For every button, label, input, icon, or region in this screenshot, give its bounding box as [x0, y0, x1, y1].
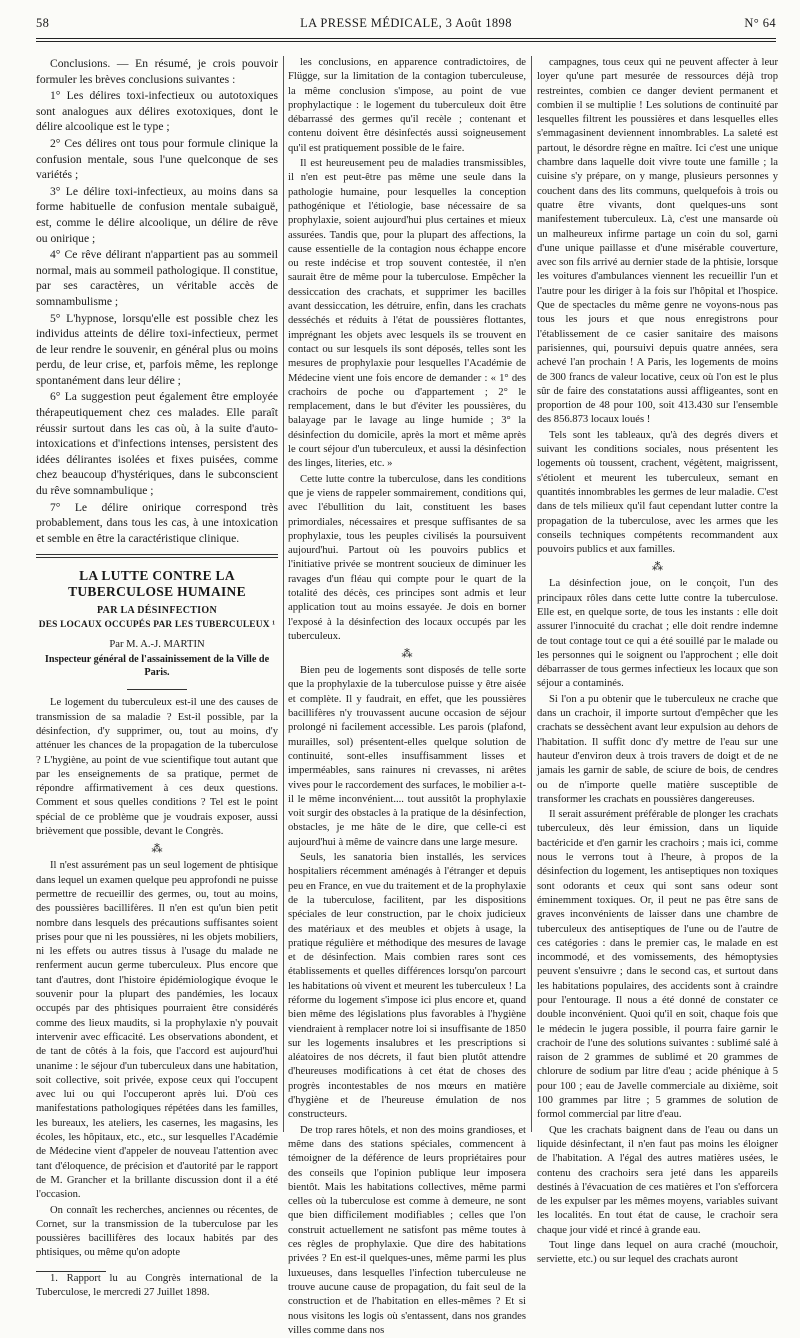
header-rule-top [36, 38, 776, 39]
article-affiliation: Inspecteur général de l'assainissement de la Ville de Paris. [44, 654, 270, 679]
conclusions-section [36, 56, 278, 546]
section-stars: ⁂ [151, 843, 163, 856]
paragraph: Il serait assurément préférable de plonger les crachats tuberculeux, dès leur émission, dans un liquide bactéricide et d'en garnir les crachoirs ; mais ici, comme nous le verrons tout à l'heure, à propos de la désinfection du logement, les antiseptiques non toxiques sont odorants et ceux qui sont sans odeur sont éminemment toxiques. Or, il peut ne pas être sans de graves inconvénients de laisser dans une chambre de tuberculeux des antiseptiques de l'une ou de l'autre de ces catégories : dans le premier cas, le malade en est incommodé, et des vomissements, des hémoptysies peuvent s'ensuivre ; dans le second cas, et surtout dans les habitations populaires, des accidents sont à craindre pour l'entourage. Il nous a été donné de constater ce double inconvénient. Quoi qu'il en soit, chaque fois que le médecin le jugera possible, il pourra faire garnir le crachoir de l'une des solutions suivantes : sublimé salé à raison de 2 grammes de sublimé et 20 grammes de chlorure de sodium par litre d'eau ; acide phénique à 5 pour 100 ; eau de Javelle commerciale au dixième, soit 100 grammes par litre ; 5 grammes de solution de formol commercial par litre d'eau. [537, 809, 778, 1121]
paragraph: Seuls, les sanatoria bien installés, les services hospitaliers récemment aménagés à l'étranger et depuis peu en France, en vue du traitement et de la prophylaxie de la tuberculose, facilitent, par les dispositions spéciales de leur construction, par le choix judicieux des matériaux et des meubles et objets à usage, la pratique régulière et méthodique des mesures de lavage et de désinfection. Mais combien rares sont ces établissements et quelles différences lorsqu'on parcourt les habitations où vivent et meurent les tuberculeux ! La réforme du logement s'impose ici plus encore et, quand bien même des législations plus favorables à l'hygiène viendraient à remplacer notre loi si insuffisante de 1850 sur les logements insalubres et les prescriptions si aléatoires de nos décrets, il faut bien plutôt attendre d'heureuses modifications à cet état de choses des progrès incontestables de nos mœurs en matière d'hygiène et de l'heureuse émulation de nos constructeurs. [288, 852, 526, 1121]
paragraph: 5° L'hypnose, lorsqu'elle est possible chez les individus atteints de délire toxi-infectieux, permet de leur rendre le souvenir, en général plus ou moins perdu, de leur crise, et, parfois même, les replonge spontanément dans leur délire ; [36, 311, 278, 387]
paragraph: Cette lutte contre la tuberculose, dans les conditions que je viens de rappeler sommairement, conditions qui, avec l'ébullition du lait, constituent les bases primordiales, nécessaires et presque suffisantes de sa prophylaxie, tous les peuples civilisés la poursuivent aujourd'hui. Partout où les pouvoirs publics et l'initiative privée se montrent soucieux de diminuer les ravages d'un fléau qui compte pour le quart de la totalité des décès, ces principes sont admis et leur application tout au moins essayée. Je dois en borner l'exposé à la désinfection des locaux occupés par les tuberculeux. [288, 473, 526, 642]
paragraph: 3° Le délire toxi-infectieux, au moins dans sa forme habituelle de confusion mentale subaiguë, est, comme le délire alcoolique, un délire de rêve ou onirique ; [36, 184, 278, 245]
paragraph: Il est heureusement peu de maladies transmissibles, il n'en est peut-être pas même une seule dans la pathologie humaine, pour lesquelles la conception pathogénique et l'étiologie, base nécessaire de sa prophylaxie, soient aujourd'hui plus certaines et mieux assurées. Tandis que, pour la plupart des affections, la cause essentielle de la contagion nous échappe encore ou reste indécise et trop souvent contestée, il n'en saurait être de même pour la tuberculose. Empêcher la dessiccation des crachats, et supprimer les bacilles avant dessiccation, les détruire, enfin, dans les crachats desséchés et réduits à l'état de poussières flottantes, imprégnant les objets avec lesquels ils se trouvent en contact ou sur lesquels ils sont déposés, telles sont les mesures de prophylaxie pour lesquelles l'Académie de Médecine vient une fois encore de demander : « 1° des crachoirs de poche ou d'appartement ; 2° le remplacement, dans le but d'éviter les poussières, du balayage par le lavage au linge humide ; 3° la désinfection du domicile, après la mort et même après le court séjour d'un tuberculeux, et aussi la désinfection des linges, literies, etc. » [288, 158, 526, 470]
section-stars: ⁂ [652, 561, 663, 574]
section-divider [36, 554, 278, 555]
article-title: LA LUTTE CONTRE LA TUBERCULOSE HUMAINE [68, 568, 246, 600]
column-3 [537, 56, 778, 1266]
paragraph: 6° La suggestion peut également être employée thérapeutiquement chez ces malades. Elle paraît réussir surtout dans les cas où, à la suite d'auto-intoxications et d'infections intenses, persistent des idées délirantes isolées et fixes puisées, comme chez beaucoup d'hystériques, dans le subconscient du rêve somnambulique ; [36, 390, 278, 498]
paragraph: 4° Ce rêve délirant n'appartient pas au sommeil normal, mais au sommeil pathologique. Il constitue, par ses caractères, un véritable accès de somnambulisme ; [36, 248, 278, 308]
paragraph: Tels sont les tableaux, qu'à des degrés divers et suivant les conditions sociales, nous présentent les logements où toussent, crachent, végètent, maigrissent, s'étiolent et meurent les tuberculeux, semant en quantités innombrables les germes de leur maladie. C'est dans de tels milieux qu'il faut cependant lutter contre la propagation de la tuberculose, avec les armes que les conseils techniques compétents recommandent aux pouvoirs publics et aux familles. [537, 429, 778, 556]
paragraph: Tout linge dans lequel on aura craché (mouchoir, serviette, etc.) ou sur lequel des crachats auront [537, 1240, 778, 1266]
journal-title: LA PRESSE MÉDICALE, 3 Août 1898 [300, 16, 512, 30]
paragraph: campagnes, tous ceux qui ne peuvent affecter à leur loyer qu'une part mesurée de ressources déjà trop restreintes, combien ce danger devient permanent et combien il se multiplie ! Les solutions de continuité par lesquelles filtrent les poussières et dans lesquelles elles s'emmagasinent deviennent innombrables. La saleté est partout, le désordre règne en maître. Ici c'est une unique chambre dans laquelle doit vivre toute une famille ; la cuisine s'y prépare, on y mange, plusieurs personnes y couchent dans des lits communs, quelquefois à trois ou quatre être vivants, dont quelques-uns sont manifestement tuberculeux. Là, c'est une mansarde où un malheureux infirme partage un coin du sol, garni d'une unique paillasse et d'une misérable couverture, avec son fils arrivé au dernier stade de la phtisie, lorsque les voitures d'ambulances viennent les recueillir l'un et l'autre pour les diriger à la fois sur l'hôpital et l'hospice. Que de spectacles du même genre ne voyons-nous pas tous les jours et que nous enregistrons pour l'établissement de ce casier sanitaire des maisons parisiennes, qui, poursuivi depuis quatre années, sera achevé l'an prochain ! A Paris, les logements de moins de 300 francs de valeur locative, ceux où l'on est le plus sûr de faire des constatations aussi affligeantes, sont en proportion de 48 pour 100, soit 413.430 sur l'ensemble des 856.873 locaux loués ! [537, 57, 778, 426]
paragraph: Le logement du tuberculeux est-il une des causes de transmission de sa maladie ? Est-il possible, par la désinfection, d'y supprimer, ou, tout au moins, d'y atténuer les chances de la propagation de la tuberculose ? L'hygiène, au point de vue scientifique tout autant que par les enseignements de sa pratique, permet de répondre affirmativement à ces deux questions. Comment et sous quelles conditions ? Tel est le point spécial de ce problème que je voudrais exposer, aussi brièvement que possible, devant le Congrès. [36, 697, 278, 838]
article-subtitle: PAR LA DÉSINFECTION [97, 605, 217, 617]
paragraph: On connaît les recherches, anciennes ou récentes, de Cornet, sur la transmission de la tuberculose par les poussières bacillifères des locaux habités par des phtisiques, ou même qu'on adopte [36, 1204, 278, 1259]
paragraph: 7° Le délire onirique correspond très probablement, dans tous les cas, à une intoxication et semble en être la caractéristique clinique. [36, 500, 278, 545]
article-subtitle: DES LOCAUX OCCUPÉS PAR LES TUBERCULEUX ¹ [38, 620, 276, 631]
paragraph: Que les crachats baignent dans de l'eau ou dans un liquide désinfectant, il n'en faut pas moins les éloigner de l'habitation. A l'égal des autres matières usées, le contenu des crachoirs sera jeté dans les appareils destinés à l'évacuation de ces matières et l'on s'efforcera de les expulser par les mêmes moyens, variables suivant les localités. En tout état de cause, le crachoir sera chaque jour vidé et rincé à grande eau. [537, 1124, 778, 1236]
column-divider [531, 56, 532, 1132]
paragraph: De trop rares hôtels, et non des moins grandioses, et même dans des stations spéciales, commencent à témoigner de la déférence de leurs propriétaires pour des conseils que l'opinion publique leur imposera bientôt. Mais les habitations collectives, même parmi celles où la tuberculose est comme à demeure, ne sont que bien difficilement modifiables ; celles que l'on construit actuellement ne satisfont pas même toutes à ces règles de prophylaxie. Que dire des habitations privées ? En est-il quelques-unes, même parmi les plus luxueuses, dans lesquelles l'infection tuberculeuse ne trouve aucune cause de propagation, du fait seul de la construction et de l'habitation en elles-mêmes ? Et si nous visitons les logis où s'entassent, dans nos grandes villes comme dans nos [288, 1124, 526, 1336]
footnote: 1. Rapport lu au Congrès international de la Tuberculose, le mercredi 27 Juillet 1898. [36, 1272, 278, 1298]
paragraph: Si l'on a pu obtenir que le tuberculeux ne crache que dans un crachoir, il importe surtout d'empêcher que les crachats se dessèchent avant leur expulsion au dehors de l'habitation. Il suffit donc d'y mettre de l'eau sur une hauteur d'environ deux à trois travers de doigt et de ne jamais les garnir de sable, de sciure de bois, de cendres ou de n'importe quelle matière susceptible de transformer les crachats en poussières dangereuses. [537, 693, 778, 805]
column-2 [288, 56, 526, 1336]
divider [127, 689, 187, 690]
paragraph: Bien peu de logements sont disposés de telle sorte que la prophylaxie de la tuberculose puisse y être aisée et complète. Il y faudrait, en effet, que les poussières bacillifères n'y trouvassent aucune occasion de séjour prolongé ni facilement accessible. Les parois (plafond, murailles, sol) présentent-elles quelque solution de continuité, sont-elles insuffisamment lisses et imperméables, sans rainures ni crevasses, ni arêtes vives pour le raccordement des surfaces, le mobilier a-t-il le même inconvénient.... tout aussitôt la prophylaxie voit surgir des obstacles à la pratique de la désinfection, obstacles, je me hâte de le dire, que celle-ci est aujourd'hui à même de vaincre dans une large mesure. [288, 665, 526, 848]
paragraph: La désinfection joue, on le conçoit, l'un des principaux rôles dans cette lutte contre la tuberculose. Elle est, en quelque sorte, de tous les instants : elle doit assurer l'innocuité du crachat ; elle doit rendre indemne de tout contage tout ce qui a été souillé par le malade ou les personnes qui le soignent ou l'approchent ; elle doit débarrasser de tous germes infectieux les locaux que son séjour a contaminés. [537, 578, 778, 690]
paragraph: 1° Les délires toxi-infectieux ou autotoxiques sont analogues aux délires exotoxiques, dont le délire alcoolique est le type ; [36, 89, 278, 134]
column-1 [36, 56, 278, 1298]
page-number: 58 [36, 16, 50, 30]
paragraph: Conclusions. — En résumé, je crois pouvoir formuler les brèves conclusions suivantes : [36, 57, 278, 86]
column-divider [283, 56, 284, 1132]
header-rule-bottom [36, 41, 776, 42]
paragraph: 2° Ces délires ont tous pour formule clinique la confusion mentale, sous l'une quelconque de ses variétés ; [36, 136, 278, 182]
paragraph: Il n'est assurément pas un seul logement de phtisique dans lequel un examen quelque peu approfondi ne puisse permettre de recueillir des germes, ou, tout au moins, des poussières bacillifères. Il n'en est qu'un bien petit nombre dans lesquels des précautions suffisantes soient prises pour que ni les poussières, ni les objets mobiliers, ni les effets ou autres tissus à l'usage du malade ne renferment aucun germe tuberculeux. Plus encore que tant d'autres, dont l'histoire épidémiologique évoque le souvenir pour la plupart des pandémies, les locaux occupés par des phtisiques pourraient être considérés comme des lieux maudits, si la prophylaxie n'y pouvait intervenir avec efficacité. Les observations abondent, et de tant de côtés à la fois, que l'accord est aujourd'hui unanime : le séjour d'un tuberculeux dans une habitation, soit collective, soit privée, expose ceux qui l'occupent avec lui ou qui l'occuperont après lui. D'où ces manifestations pathologiques répétées dans les familles, les bureaux, les ateliers, les casernes, les magasins, les écoles, les hôpitaux, etc., etc., sur lesquelles l'Académie de Médecine vient d'appeler de nouveau l'attention avec tant d'éloquence, de précision et d'autorité par le rapport de M. Grancher et la brillante discussion dont il a été l'occasion. [36, 860, 278, 1201]
section-stars: ⁂ [401, 648, 413, 661]
article [36, 568, 278, 1300]
section-divider [36, 557, 278, 558]
article-author: Par M. A.-J. MARTIN [109, 639, 205, 651]
page-header [36, 16, 776, 36]
paragraph: les conclusions, en apparence contradictoires, de Flügge, sur la limitation de la contagion tuberculeuse, la même conclusion s'impose, au point de vue prophylactique : le logement du tuberculeux doit être débarrassé des germes qu'il recèle ; contenant et contenu doivent être désinfectés aussi soigneusement qu'il est pratiquement possible de le faire. [288, 57, 526, 154]
issue-number: N° 64 [744, 16, 776, 30]
